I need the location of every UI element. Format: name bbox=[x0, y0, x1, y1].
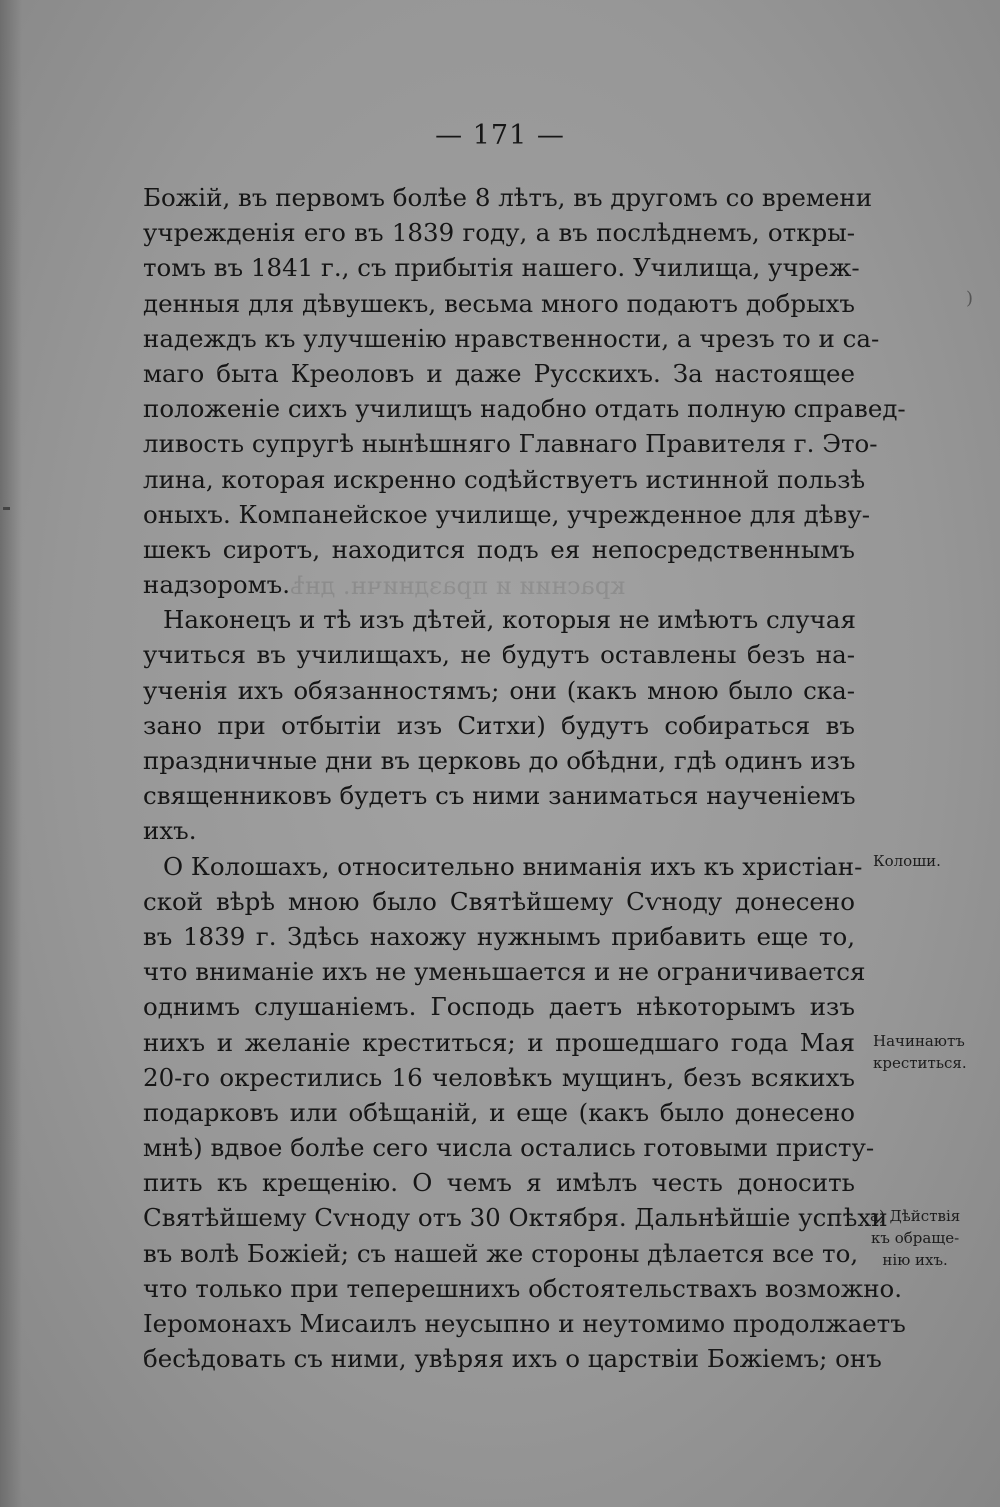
edge-mark bbox=[3, 507, 10, 510]
text-line: надзоромъ. bbox=[143, 570, 290, 600]
text-line: лина, которая искренно содѣйствуетъ истинной пользѣ bbox=[143, 464, 866, 494]
text-line: бесѣдовать съ ними, увѣряя ихъ о царствіи Божіемъ; онъ bbox=[143, 1344, 882, 1374]
margin-note-line: къ обраще- bbox=[871, 1229, 960, 1247]
margin-note-line: Начинаютъ bbox=[873, 1032, 965, 1050]
main-text bbox=[143, 180, 906, 1376]
binding-shadow bbox=[0, 0, 22, 1507]
page-number: — 171 — bbox=[435, 120, 565, 151]
text-line: нихъ и желаніе креститься; и прошедшаго года Мая bbox=[143, 1027, 855, 1057]
text-line: денныя для дѣвушекъ, весьма много подаютъ добрыхъ bbox=[143, 288, 855, 318]
margin-note-deistvia bbox=[870, 1205, 960, 1271]
margin-note-line: Колоши. bbox=[873, 852, 941, 870]
text-line: ливость супругѣ нынѣшняго Главнаго Правителя г. Это- bbox=[143, 429, 878, 459]
text-line: Іеромонахъ Мисаилъ неусыпно и неутомимо продолжаетъ bbox=[143, 1309, 906, 1338]
text-line: 20-го окрестились 16 человѣкъ мущинъ, безъ всякихъ bbox=[143, 1062, 855, 1092]
text-line: Божій, въ первомъ болѣе 8 лѣтъ, въ другомъ со времени bbox=[143, 183, 873, 212]
margin-note-line: а) Дѣйствія bbox=[870, 1207, 961, 1225]
margin-note-line: нію ихъ. bbox=[882, 1251, 948, 1269]
margin-note-nachinayut bbox=[873, 1030, 967, 1074]
text-line: О Колошахъ, относительно вниманія ихъ къ христіан- bbox=[163, 851, 863, 881]
text-line: ихъ. bbox=[143, 816, 197, 846]
text-line: шекъ сиротъ, находится подъ ея непосредственнымъ bbox=[143, 534, 855, 564]
text-line: надеждъ къ улучшенію нравственности, а чрезъ то и са- bbox=[143, 323, 880, 353]
text-line: оныхъ. Компанейское училище, учрежденное для дѣву- bbox=[143, 499, 871, 529]
text-line: Святѣйшему Сѵноду отъ 30 Октября. Дальнѣйшіе успѣхи bbox=[143, 1203, 888, 1233]
text-line: ученія ихъ обязанностямъ; они (какъ мною было ска- bbox=[143, 675, 855, 705]
text-line: Наконецъ и тѣ изъ дѣтей, которыя не имѣютъ случая bbox=[163, 605, 856, 635]
text-line: что вниманіе ихъ не уменьшается и не ограничивается bbox=[143, 957, 866, 987]
text-line: зано при отбытіи изъ Ситхи) будутъ собираться въ bbox=[143, 710, 855, 740]
bleed-through-text: краснии и праздничн. днѣ bbox=[290, 572, 626, 600]
text-line: что только при теперешнихъ обстоятельствахъ возможно. bbox=[143, 1273, 903, 1303]
margin-note-line: креститься. bbox=[873, 1054, 967, 1072]
text-line: въ 1839 г. Здѣсь нахожу нужнымъ прибавить еще то, bbox=[143, 921, 855, 951]
edge-bracket-mark: ) bbox=[966, 288, 974, 309]
text-line: ской вѣрѣ мною было Святѣйшему Сѵноду донесено bbox=[143, 886, 855, 916]
text-line: томъ въ 1841 г., съ прибытія нашего. Училища, учреж- bbox=[143, 253, 860, 283]
text-line: положеніе сихъ училищъ надобно отдать полную справед- bbox=[143, 394, 906, 424]
text-line: однимъ слушаніемъ. Господь даетъ нѣкоторымъ изъ bbox=[143, 992, 855, 1022]
text-line: маго быта Креоловъ и даже Русскихъ. За настоящее bbox=[143, 358, 855, 388]
text-line: праздничные дни въ церковь до обѣдни, гдѣ одинъ изъ bbox=[143, 746, 856, 775]
margin-note-koloshi bbox=[873, 850, 941, 872]
text-line: учрежденія его въ 1839 году, а въ послѣднемъ, откры- bbox=[143, 218, 855, 248]
text-line: учиться въ училищахъ, не будутъ оставлены безъ на- bbox=[143, 640, 855, 670]
text-line: мнѣ) вдвое болѣе сего числа остались готовыми присту- bbox=[143, 1133, 875, 1163]
text-line: подарковъ или обѣщаній, и еще (какъ было донесено bbox=[143, 1097, 855, 1127]
text-line: въ волѣ Божіей; съ нашей же стороны дѣлается все то, bbox=[143, 1238, 859, 1268]
text-line: священниковъ будетъ съ ними заниматься наученіемъ bbox=[143, 781, 856, 811]
text-line: пить къ крещенію. О чемъ я имѣлъ честь доносить bbox=[143, 1168, 855, 1198]
